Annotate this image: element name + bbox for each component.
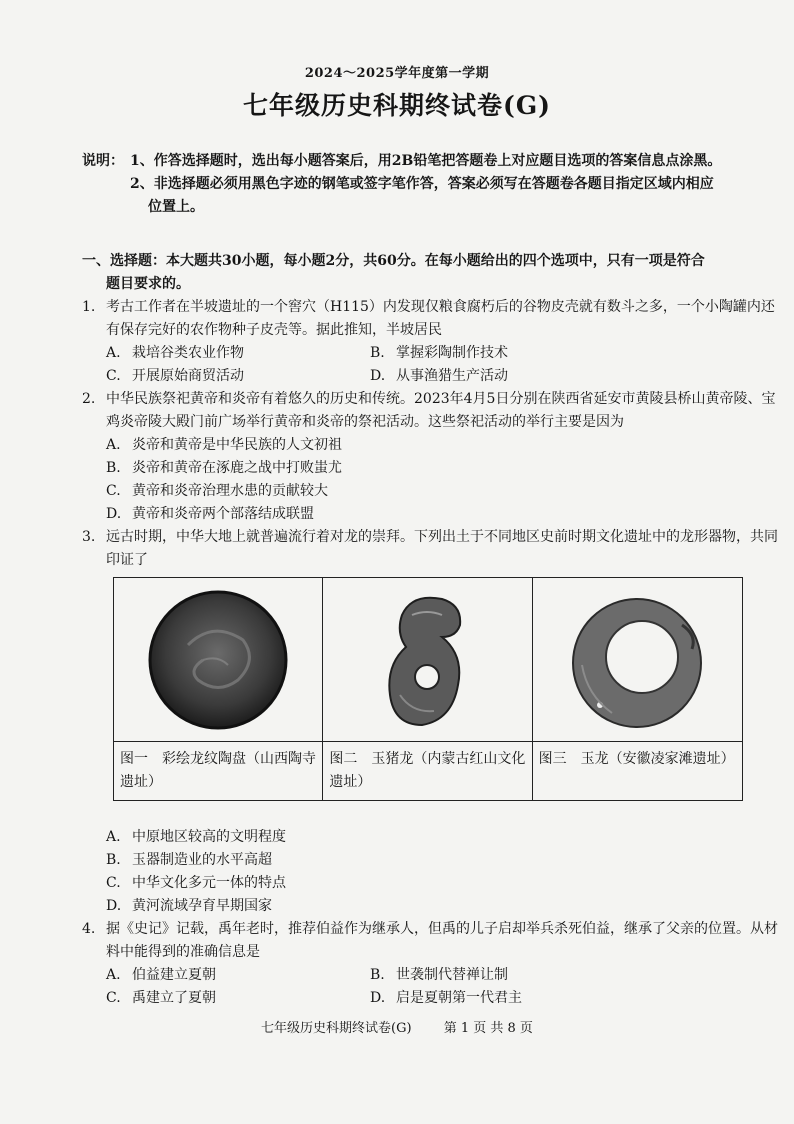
instruction-2-cont: 位置上。 (148, 199, 204, 215)
jade-pig-dragon-image (372, 585, 482, 735)
option-b[interactable]: B. 玉器制造业的水平高超 (106, 852, 272, 868)
footer-title: 七年级历史科期终试卷(G) (261, 1021, 412, 1036)
question-number: 3. (82, 529, 96, 545)
option-c[interactable]: C. 禹建立了夏朝 (106, 990, 216, 1006)
question-number: 4. (82, 921, 96, 937)
figure-3-caption: 图三 玉龙（安徽凌家滩遗址） (538, 751, 735, 767)
option-b[interactable]: B. 炎帝和黄帝在涿鹿之战中打败蚩尤 (106, 460, 342, 476)
question-3-options (82, 826, 782, 918)
option-c[interactable]: C. 中华文化多元一体的特点 (106, 875, 286, 891)
exam-title: 七年级历史科期终试卷(G) (242, 91, 551, 120)
question-1 (82, 296, 782, 388)
figure-table (113, 577, 743, 801)
question-2 (82, 388, 782, 526)
question-4 (82, 918, 782, 1010)
instructions (82, 150, 782, 219)
option-b[interactable]: B. 世袭制代替禅让制 (370, 967, 508, 983)
footer-page-number: 第 1 页 共 8 页 (443, 1021, 533, 1036)
jade-dragon-ring-image (562, 585, 712, 735)
question-stem: 据《史记》记载，禹年老时，推荐伯益作为继承人，但禹的儿子启却举兵杀死伯益，继承了父亲的位置。从材料中能得到的准确信息是 (106, 921, 778, 960)
option-a[interactable]: A. 栽培谷类农业作物 (106, 345, 244, 361)
term-heading: 2024～2025学年度第一学期 (304, 66, 490, 81)
question-number: 2. (82, 391, 96, 407)
section-line-1: 一、选择题：本大题共30小题，每小题2分，共60分。在每小题给出的四个选项中，只有一项是符合 (82, 253, 705, 269)
question-stem: 考古工作者在半坡遗址的一个窖穴（H115）内发现仅粮食腐朽后的谷物皮壳就有数斗之多，一个小陶罐内还有保存完好的农作物种子皮壳等。据此推知，半坡居民 (106, 299, 775, 338)
option-c[interactable]: C. 黄帝和炎帝治理水患的贡献较大 (106, 483, 328, 499)
question-number: 1. (82, 299, 96, 315)
figure-1-caption: 图一 彩绘龙纹陶盘（山西陶寺遗址） (120, 751, 316, 790)
instruction-1: 1、作答选择题时，选出每小题答案后，用2B铅笔把答题卷上对应题目选项的答案信息点涂黑。 (130, 153, 722, 169)
figure-3 (533, 578, 742, 800)
page-footer (0, 1017, 794, 1036)
question-stem: 中华民族祭祀黄帝和炎帝有着悠久的历史和传统。2023年4月5日分别在陕西省延安市黄陵县桥山黄帝陵、宝鸡炎帝陵大殿门前广场举行黄帝和炎帝的祭祀活动。这些祭祀活动的举行主要是因为 (106, 391, 776, 430)
section-heading (82, 250, 782, 296)
option-d[interactable]: D. 启是夏朝第一代君主 (370, 990, 522, 1006)
option-a[interactable]: A. 中原地区较高的文明程度 (106, 829, 286, 845)
option-d[interactable]: D. 从事渔猎生产活动 (370, 368, 508, 384)
painted-dragon-plate-image (143, 585, 293, 735)
option-d[interactable]: D. 黄河流域孕育早期国家 (106, 898, 272, 914)
instruction-2: 2、非选择题必须用黑色字迹的钢笔或签字笔作答，答案必须写在答题卷各题目指定区域内相应 (130, 176, 714, 192)
question-stem: 远古时期，中华大地上就普遍流行着对龙的崇拜。下列出土于不同地区史前时期文化遗址中的龙形器物，共同印证了 (106, 529, 778, 568)
option-d[interactable]: D. 黄帝和炎帝两个部落结成联盟 (106, 506, 314, 522)
question-3 (82, 526, 782, 572)
section-line-2: 题目要求的。 (106, 276, 190, 292)
option-c[interactable]: C. 开展原始商贸活动 (106, 368, 244, 384)
option-a[interactable]: A. 伯益建立夏朝 (106, 967, 216, 983)
option-a[interactable]: A. 炎帝和黄帝是中华民族的人文初祖 (106, 437, 342, 453)
figure-1 (114, 578, 323, 800)
figure-2 (323, 578, 532, 800)
instructions-lead: 说明： (82, 153, 124, 169)
figure-2-caption: 图二 玉猪龙（内蒙古红山文化遗址） (329, 751, 526, 790)
option-b[interactable]: B. 掌握彩陶制作技术 (370, 345, 508, 361)
